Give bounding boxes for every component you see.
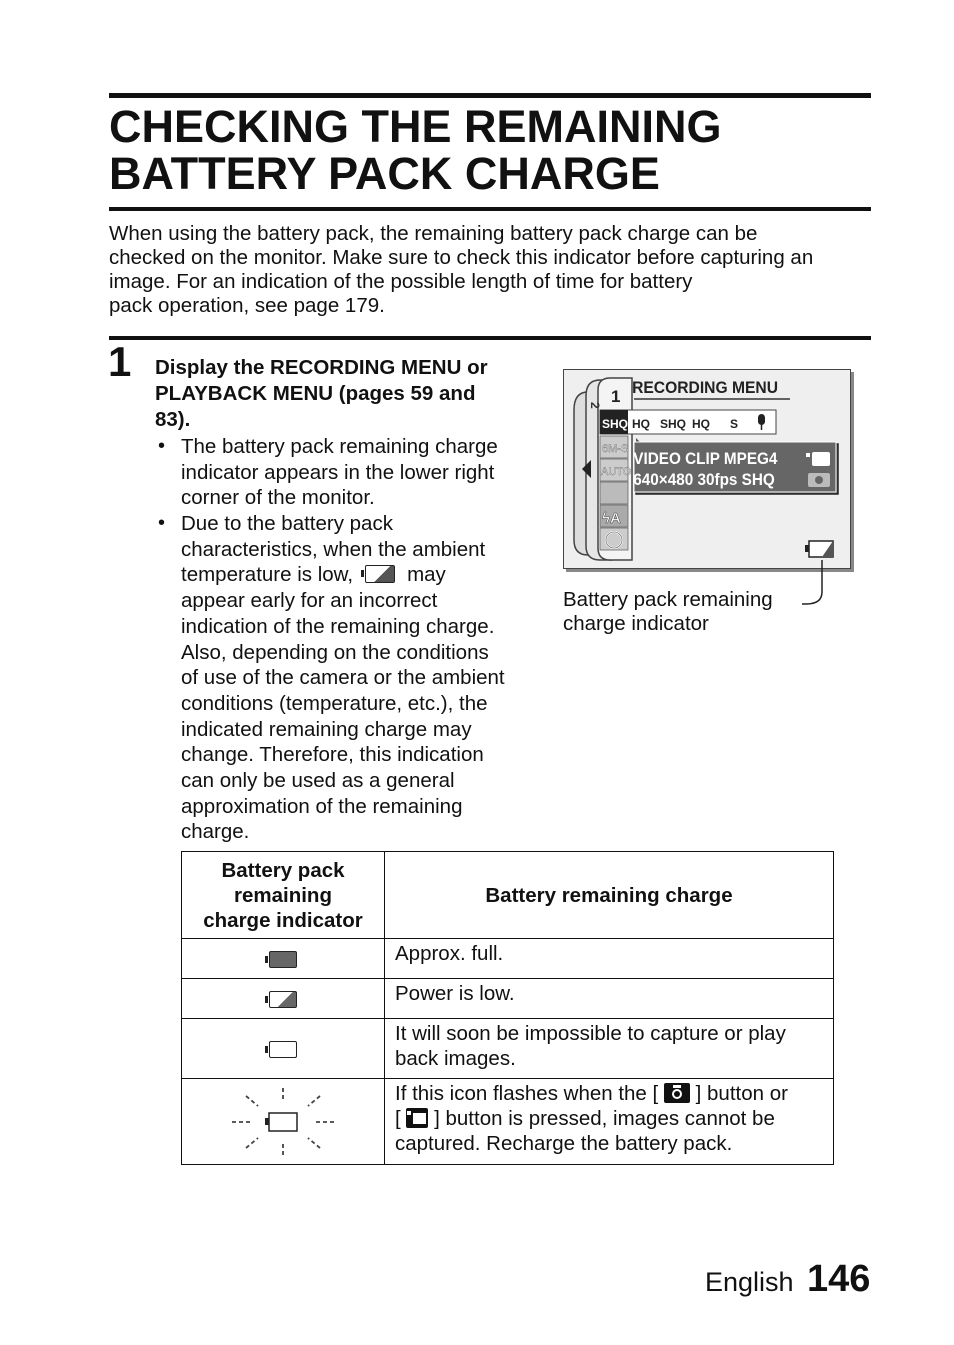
battery-flashing-icon: [228, 1086, 338, 1158]
table-header-charge: Battery remaining charge: [385, 852, 834, 939]
title-bottom-rule: [109, 207, 871, 211]
step-heading-line: 83).: [155, 408, 191, 431]
table-row: [182, 939, 834, 979]
cell-line: back images.: [395, 1047, 516, 1070]
video-button-icon: [406, 1108, 428, 1128]
cell-line: [: [395, 1107, 401, 1130]
table-cell-text: Approx. full.: [385, 939, 834, 979]
intro-line: pack operation, see page 179.: [109, 294, 385, 317]
cell-line: If this icon flashes when the [: [395, 1082, 659, 1105]
step-number: 1: [108, 338, 132, 385]
tab-number-1: 1: [611, 387, 621, 406]
table-header-row: [182, 852, 834, 939]
menu-title: RECORDING MENU: [632, 378, 779, 398]
battery-empty-icon: [269, 1041, 297, 1058]
header-line: Battery pack: [221, 858, 345, 882]
title-line-1: CHECKING THE REMAINING: [109, 101, 722, 152]
cell-line: ] button or: [695, 1082, 788, 1105]
table-row: [182, 979, 834, 1019]
table-cell-icon: [182, 1079, 385, 1165]
bullet-line: indicated remaining charge may: [181, 717, 472, 741]
tab-number-2: 2: [588, 402, 602, 409]
battery-low-icon: [365, 565, 395, 583]
caption-line: Battery pack remaining: [563, 588, 773, 611]
camera-monitor-illustration: [563, 369, 851, 569]
cell-line: captured. Recharge the battery pack.: [395, 1132, 733, 1155]
popup-line-2: 640×480 30fps SHQ: [633, 470, 775, 490]
intro-paragraph: [109, 222, 874, 318]
bullet-dot: •: [158, 435, 166, 457]
bullet-line: temperature is low,: [181, 563, 354, 587]
monitor-svg: [564, 370, 850, 568]
bullet-line: indication of the remaining charge.: [181, 614, 495, 638]
intro-line: When using the battery pack, the remaining battery pack charge can be: [109, 222, 758, 245]
step-heading: [155, 355, 535, 433]
bullet-line: can only be used as a general: [181, 769, 455, 793]
flash-auto-icon: ϟA: [602, 510, 621, 527]
intro-line: image. For an indication of the possible length of time for battery: [109, 270, 693, 293]
mode-icon-hq: HQ: [632, 417, 650, 431]
table-cell-icon: [182, 979, 385, 1019]
table-header-indicator: [182, 852, 385, 939]
cell-line: ] button is pressed, images cannot be: [434, 1107, 775, 1130]
step-heading-line: Display the RECORDING MENU or: [155, 356, 488, 379]
step-rule: [109, 336, 871, 340]
popup-line-1: VIDEO CLIP MPEG4: [633, 449, 778, 469]
step-heading-line: PLAYBACK MENU (pages 59 and: [155, 382, 476, 405]
bullet-line: change. Therefore, this indication: [181, 743, 484, 767]
bullet-line: corner of the monitor.: [181, 486, 375, 510]
bullet-line: of use of the camera or the ambient: [181, 666, 505, 690]
table-cell-text: [385, 1019, 834, 1079]
bullet-line: Due to the battery pack: [181, 512, 393, 535]
footer-language: English: [705, 1267, 794, 1297]
mode-icon-shq-2: SHQ: [660, 417, 687, 431]
table-row: [182, 1079, 834, 1165]
monitor-caption: [563, 588, 823, 636]
intro-line: checked on the monitor. Make sure to check this indicator before capturing an: [109, 246, 814, 269]
page-title: [109, 103, 871, 197]
mode-icon-s: S: [730, 417, 739, 431]
bullet-dot: •: [158, 512, 166, 534]
battery-table: [181, 851, 834, 1165]
bullet-line: conditions (temperature, etc.), the: [181, 691, 488, 715]
bullet-line: characteristics, when the ambient: [181, 537, 486, 561]
still-camera-icon: [808, 473, 830, 487]
table-cell-text: Power is low.: [385, 979, 834, 1019]
battery-full-icon: [269, 951, 297, 968]
side-icon-auto: AUTO: [601, 466, 632, 478]
battery-low-icon: [269, 991, 297, 1008]
bullet-line: approximation of the remaining: [181, 794, 463, 818]
page-number: 146: [807, 1258, 871, 1300]
camera-button-icon: [664, 1083, 690, 1103]
table-cell-text: [385, 1079, 834, 1165]
caption-line: charge indicator: [563, 612, 709, 635]
bullet-line: appear early for an incorrect: [181, 589, 438, 613]
header-line: charge indicator: [203, 908, 363, 932]
bullet-2: [181, 511, 536, 845]
mode-icon-shq: SHQ: [602, 417, 629, 431]
side-icon-pattern: [600, 482, 628, 504]
bullet-line: may: [407, 563, 446, 587]
side-icon-6m: 6M-S: [602, 443, 629, 455]
table-row: [182, 1019, 834, 1079]
bullet-line: Also, depending on the conditions: [181, 640, 489, 664]
header-line: remaining: [234, 883, 332, 907]
table-cell-icon: [182, 1019, 385, 1079]
mode-icon-hq-2: HQ: [692, 417, 710, 431]
title-top-rule: [109, 93, 871, 98]
bullet-line: charge.: [181, 820, 250, 844]
self-timer-icon: [600, 528, 628, 550]
title-line-2: BATTERY PACK CHARGE: [109, 148, 660, 199]
bullet-1: [181, 434, 536, 511]
bullet-line: The battery pack remaining charge: [181, 435, 498, 458]
table-cell-icon: [182, 939, 385, 979]
cell-line: It will soon be impossible to capture or play: [395, 1022, 786, 1045]
bullet-line: indicator appears in the lower right: [181, 460, 495, 484]
